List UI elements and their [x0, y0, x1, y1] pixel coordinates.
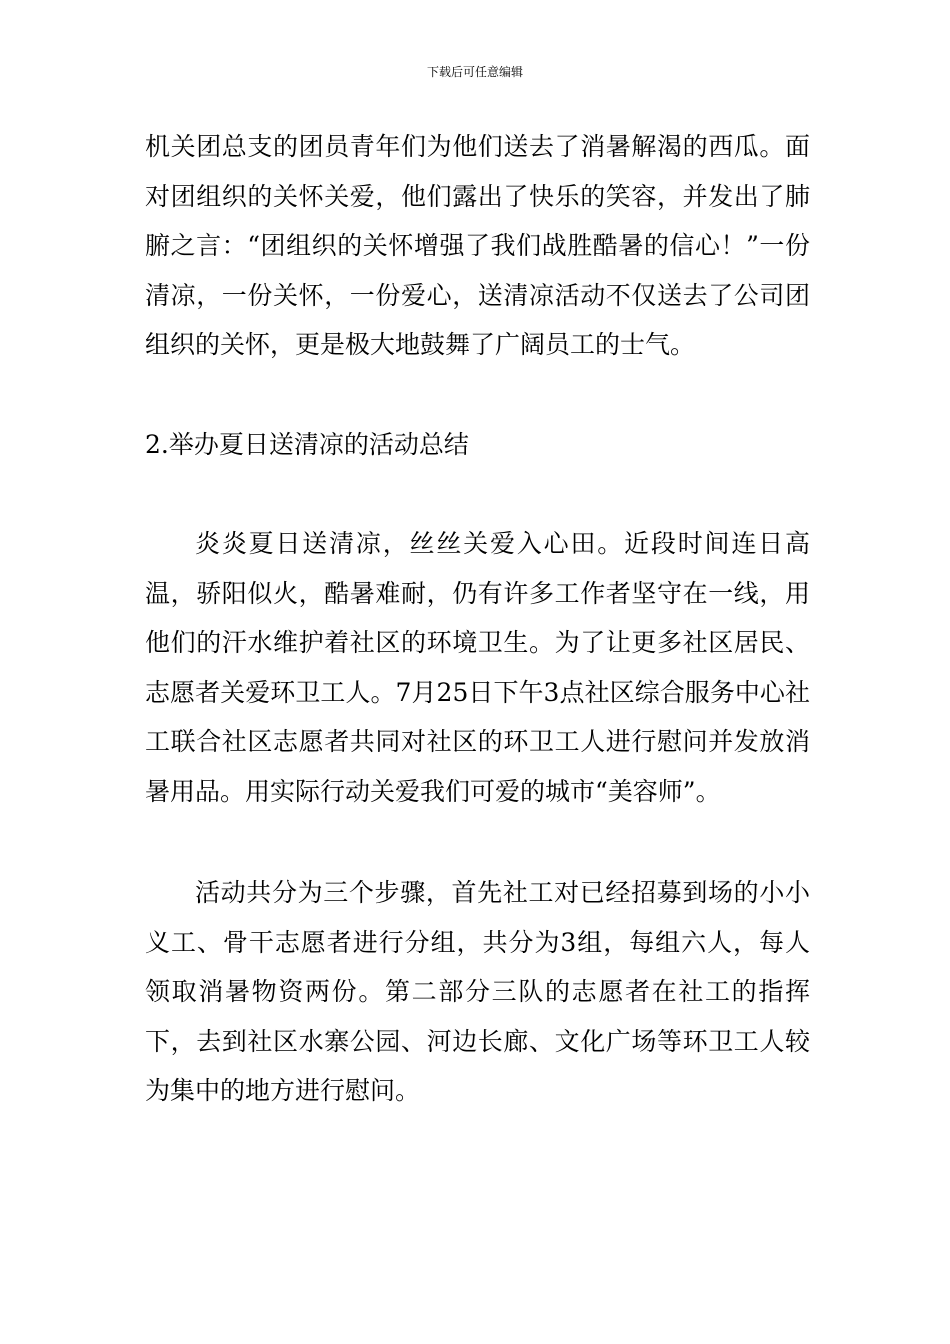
header-note: 下载后可任意编辑 [426, 65, 523, 79]
paragraph-activity-steps: 活动共分为三个步骤，首先社工对已经招募到场的小小义工、骨干志愿者进行分组，共分为3组，每组六人，每人领取消暑物资两份。第二部分三队的志愿者在社工的指挥下，去到社区水寨公园、河边长廊、文化广场等环卫工人较为集中的地方进行慰问。 [145, 878, 810, 1105]
paragraph-continuation: 机关团总支的团员青年们为他们送去了消暑解渴的西瓜。面对团组织的关怀关爱，他们露出了快乐的笑容，并发出了肺腑之言：“团组织的关怀增强了我们战胜酷暑的信心！”一份清凉，一份关怀，一份爱心，送清凉活动不仅送去了公司团组织的关怀，更是极大地鼓舞了广阔员工的士气。 [145, 132, 810, 359]
document-body [145, 122, 810, 1116]
paragraph-activity-summary: 炎炎夏日送清凉，丝丝关爱入心田。近段时间连日高温，骄阳似火，酷暑难耐，仍有许多工作者坚守在一线，用他们的汗水维护着社区的环境卫生。为了让更多社区居民、志愿者关爱环卫工人。7月25日下午3点社区综合服务中心社工联合社区志愿者共同对社区的环卫工人进行慰问并发放消暑用品。用实际行动关爱我们可爱的城市“美容师”。 [145, 529, 810, 806]
section-heading: 2.举办夏日送清凉的活动总结 [145, 429, 469, 459]
